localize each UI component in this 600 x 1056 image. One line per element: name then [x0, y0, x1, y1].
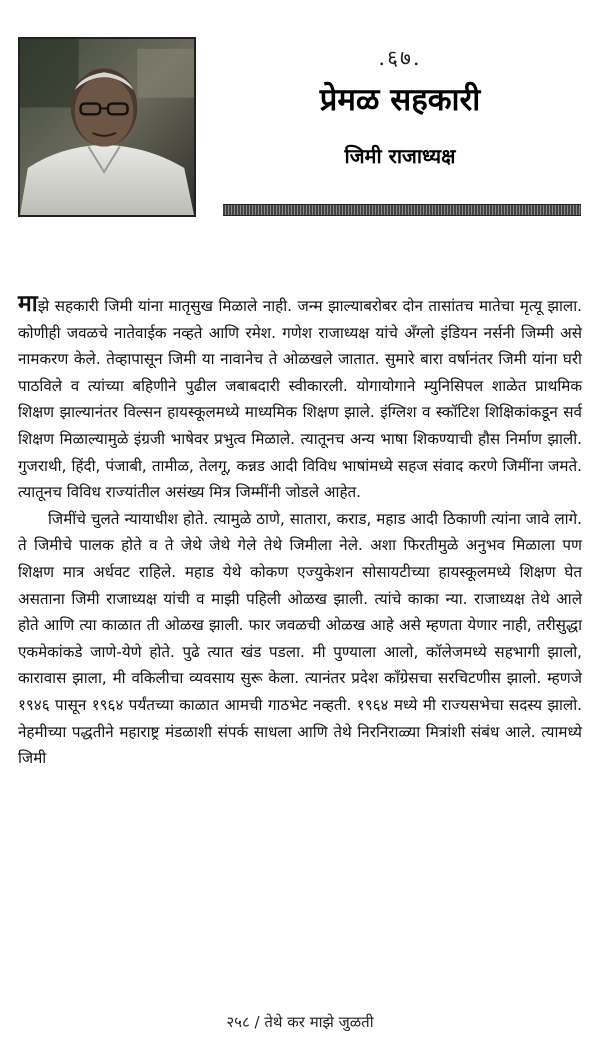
page-footer: २५८ / तेथे कर माझे जुळती: [226, 1013, 374, 1031]
article-body: [18, 293, 582, 772]
author-name: जिमी राजाध्यक्ष: [344, 144, 456, 168]
chapter-title: प्रेमळ सहकारी: [319, 82, 481, 118]
chapter-number: .६७.: [378, 46, 422, 70]
dropcap: मा: [18, 291, 38, 317]
paragraph-2: जिमींचे चुलते न्यायाधीश होते. त्यामुळे ठाणे, सातारा, कराड, महाड आदी ठिकाणी त्यांना जावे लागे. ते जिमीचे पालक होते व ते जेथे जेथे गेले तेथे जिमीला नेले. अशा फिरतीमुळे अनुभव मिळाला पण शिक्षण मात्र अर्धवट राहिले. महाड येथे कोकण एज्युकेशन सोसायटीच्या हायस्कूलमध्ये शिक्षण घेत असताना जिमी राजाध्यक्ष यांची व माझी पहिली ओळख झाली. त्यांचे काका न्या. राजाध्यक्ष तेथे आले होते आणि त्या काळात ती ओळख झाली. फार जवळची ओळख आहे असे म्हणता येणार नाही, तरीसुद्धा एकमेकांकडे जाणे-येणे होते. पुढे त्यात खंड पडला. मी पुण्याला आलो, कॉलेजमध्ये सहभागी झालो, कारावास झाला, मी वकिलीचा व्यवसाय सुरू केला. त्यानंतर प्रदेश काँग्रेसचा सरचिटणीस झालो. म्हणजे १९४६ पासून १९६४ पर्यंतच्या काळात आमची गाठभेट नव्हती. १९६४ मध्ये मी राज्यसभेचा सदस्य झालो. नेहमीच्या पद्धतीने महाराष्ट्र मंडळाशी संपर्क साधला आणि तेथे निरनिराळ्या मित्रांशी संबंध आले. त्यामध्ये जिमी: [18, 509, 582, 768]
paragraph-1: [18, 293, 582, 506]
author-portrait-photo: [18, 37, 196, 217]
decorative-rule: [223, 204, 581, 216]
paragraph-1-text: झे सहकारी जिमी यांना मातृसुख मिळाले नाही. जन्म झाल्याबरोबर दोन तासांतच मातेचा मृत्यू झाला. कोणीही जवळचे नातेवाईक नव्हते आणि रमेश. गणेश राजाध्यक्ष यांचे अँग्लो इंडियन नर्सनी जिम्मी असे नामकरण केले. तेव्हापासून जिमी या नावानेच ते ओळखले जातात. सुमारे बारा वर्षानंतर जिमी यांना घरी पाठविले व त्यांच्या बहिणीने पुढील जबाबदारी स्वीकारली. योगायोगाने म्युनिसिपल शाळेत प्राथमिक शिक्षण झाल्यानंतर विल्सन हायस्कूलमध्ये माध्यमिक शिक्षण झाले. इंग्लिश व स्कॉटिश शिक्षिकांकडून सर्व शिक्षण मिळाल्यामुळे इंग्रजी भाषेवर प्रभुत्व मिळाले. त्यातूनच अन्य भाषा शिकण्याची हौस निर्माण झाली. गुजराथी, हिंदी, पंजाबी, तामीळ, तेलगू, कन्नड आदी विविध भाषांमध्ये सहज संवाद करणे जिमींना जमते. त्यातूनच विविध राज्यांतील असंख्य मित्र जिम्मींनी जोडले आहेत.: [18, 297, 582, 502]
